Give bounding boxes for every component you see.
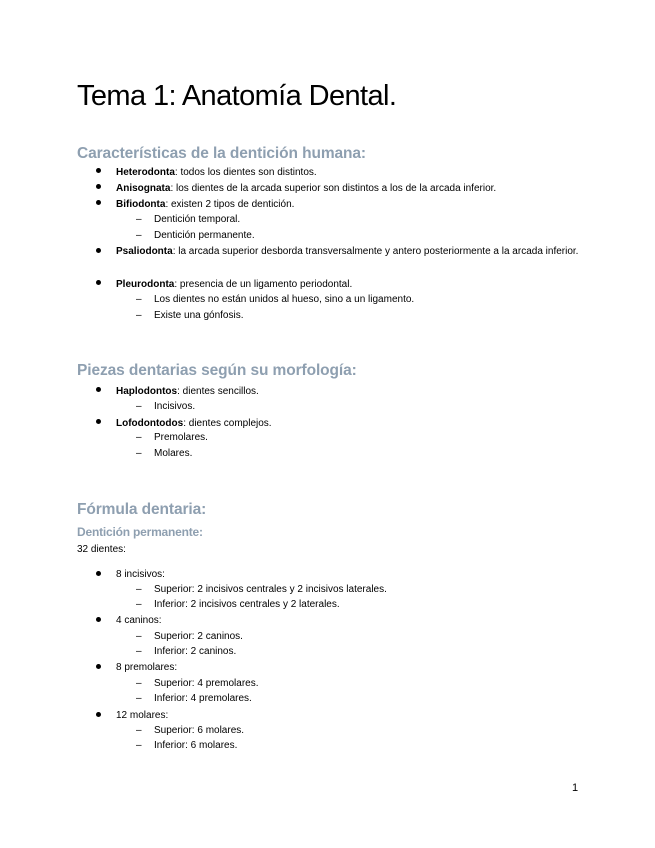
bullet-icon [96,387,101,392]
list-subitem: Los dientes no están unidos al hueso, sino a un ligamento. [154,294,415,305]
list-item: Anisognata: los dientes de la arcada superior son distintos a los de la arcada inferior. [116,183,497,194]
dash-icon: – [136,725,142,736]
list-subitem: Superior: 2 incisivos centrales y 2 incisivos laterales. [154,584,387,595]
dash-icon: – [136,401,142,412]
page-number: 1 [572,782,579,794]
list-subitem: Dentición permanente. [154,230,255,241]
document-title: Tema 1: Anatomía Dental. [77,80,397,112]
bullet-icon [96,184,101,189]
bullet-icon [96,571,101,576]
list-subitem: Inferior: 4 premolares. [154,693,252,704]
dash-icon: – [136,310,142,321]
list-item: Bifiodonta: existen 2 tipos de dentición. [116,199,295,210]
dash-icon: – [136,432,142,443]
bullet-icon [96,168,101,173]
dash-icon: – [136,230,142,241]
list-subitem: Inferior: 6 molares. [154,740,238,751]
list-item: Pleurodonta: presencia de un ligamento periodontal. [116,279,353,290]
bullet-icon [96,664,101,669]
dash-icon: – [136,584,142,595]
bullet-icon [96,617,101,622]
dash-icon: – [136,599,142,610]
list-item: 4 caninos: [116,615,162,626]
list-subitem: Incisivos. [154,401,196,412]
list-item: 12 molares: [116,710,169,721]
dash-icon: – [136,448,142,459]
list-subitem: Superior: 2 caninos. [154,631,243,642]
list-subitem: Dentición temporal. [154,214,241,225]
list-subitem: Existe una gónfosis. [154,310,244,321]
list-subitem: Molares. [154,448,193,459]
dash-icon: – [136,693,142,704]
list-item: 8 incisivos: [116,569,165,580]
list-subitem: Inferior: 2 incisivos centrales y 2 laterales. [154,599,340,610]
dash-icon: – [136,740,142,751]
bullet-icon [96,712,101,717]
dash-icon: – [136,646,142,657]
list-item: Haplodontos: dientes sencillos. [116,386,259,397]
subsection-heading-permanente: Dentición permanente: [77,525,203,539]
list-item: Psaliodonta: la arcada superior desborda transversalmente y antero posteriormente a la arcada inferior. [116,246,579,257]
section-heading-caracteristicas: Características de la dentición humana: [77,145,366,162]
total-teeth: 32 dientes: [77,544,126,555]
list-subitem: Inferior: 2 caninos. [154,646,237,657]
list-subitem: Superior: 4 premolares. [154,678,259,689]
bullet-icon [96,200,101,205]
section-heading-piezas: Piezas dentarias según su morfología: [77,362,357,379]
bullet-icon [96,280,101,285]
list-item: Lofodontodos: dientes complejos. [116,418,272,429]
dash-icon: – [136,631,142,642]
dash-icon: – [136,214,142,225]
dash-icon: – [136,678,142,689]
bullet-icon [96,248,101,253]
bullet-icon [96,419,101,424]
list-item: Heterodonta: todos los dientes son distintos. [116,167,317,178]
section-heading-formula: Fórmula dentaria: [77,501,207,518]
list-subitem: Superior: 6 molares. [154,725,245,736]
list-subitem: Premolares. [154,432,208,443]
list-item: 8 premolares: [116,662,178,673]
dash-icon: – [136,294,142,305]
